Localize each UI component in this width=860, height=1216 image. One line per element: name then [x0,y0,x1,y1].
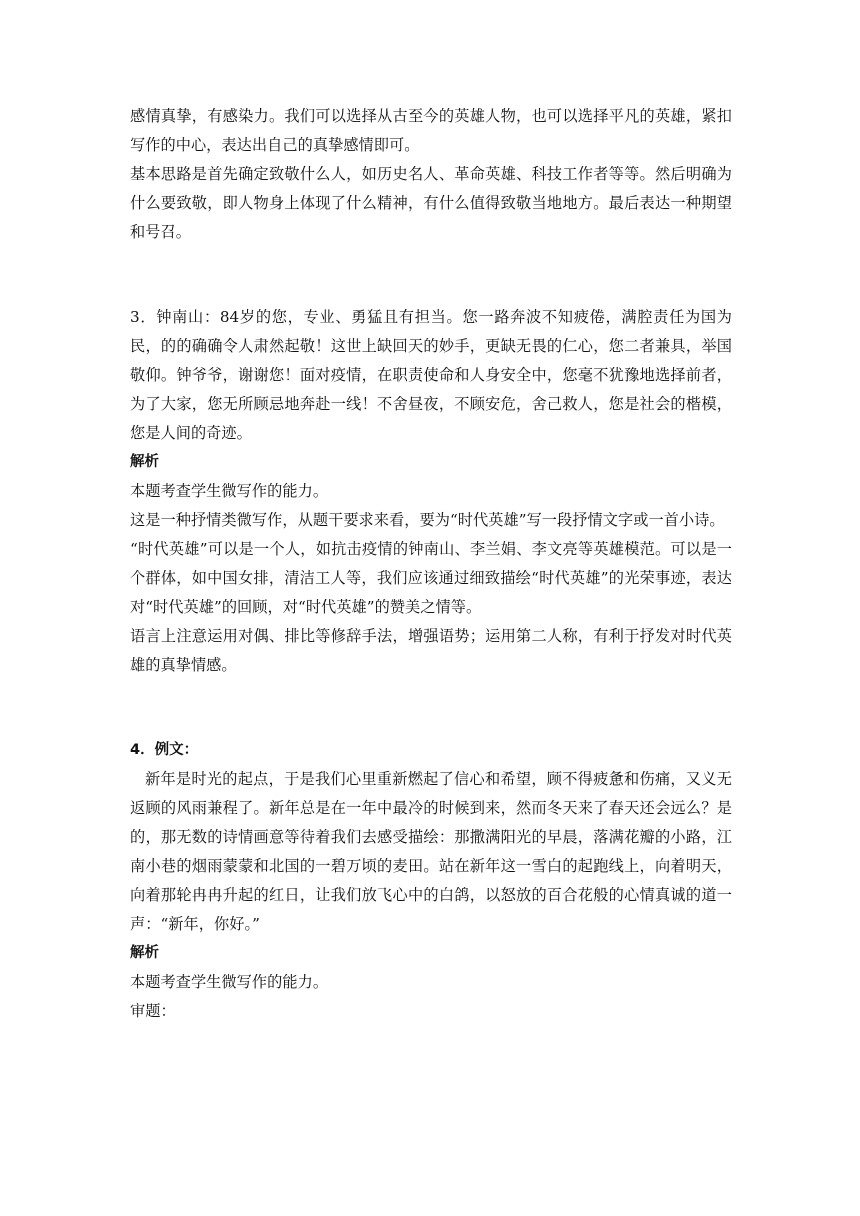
section-4-heading [130,736,732,765]
section-3-answer: 3．钟南山：84岁的您，专业、勇猛且有担当。您一路奔波不知疲倦，满腔责任为国为民，的的确确令人肃然起敬！这世上缺回天的妙手，更缺无畏的仁心，您二者兼具，举国敬仰。钟爷爷，谢谢您！面对疫情，在职责使命和人身安全中，您毫不犹豫地选择前者，为了大家，您无所顾忌地奔赴一线！不舍昼夜，不顾安危，舍己救人，您是社会的楷模，您是人间的奇迹。 [130,308,732,442]
section-4-number: 4． [130,742,155,758]
section-3-analysis-1: 本题考查学生微写作的能力。 [130,482,329,500]
section-4-essay: 新年是时光的起点，于是我们心里重新燃起了信心和希望，顾不得疲惫和伤痛，又义无返顾的风雨兼程了。新年总是在一年中最冷的时候到来，然而冬天来了春天还会远么？是的，那无数的诗情画意等待着我们去感受描绘：那撒满阳光的早晨，落满花瓣的小路，江南小巷的烟雨蒙蒙和北国的一碧万顷的麦田。站在新年这一雪白的起跑线上，向着明天，向着那轮冉冉升起的红日，让我们放飞心中的白鸽，以怒放的百合花般的心情真诚的道一声：“新年，你好。” [130,770,732,933]
section-4-analysis-label: 解析 [130,945,159,961]
section-3-analysis-3: “时代英雄”可以是一个人，如抗击疫情的钟南山、李兰娟、李文亮等英雄模范。可以是一个群体，如中国女排，清洁工人等，我们应该通过细致描绘“时代英雄”的光荣事迹，表达对“时代英雄”的回顾，对“时代英雄”的赞美之情等。 [130,540,732,616]
section-3-analysis-label: 解析 [130,454,159,470]
section-3-analysis-2: 这是一种抒情类微写作，从题干要求来看，要为“时代英雄”写一段抒情文字或一首小诗。 [130,511,725,529]
spacer [130,276,732,303]
section-4-heading-text: 例文： [154,742,199,758]
section-3-analysis-4: 语言上注意运用对偶、排比等修辞手法，增强语势；运用第二人称，有利于抒发对时代英雄的真挚情感。 [130,627,732,674]
spacer [130,247,732,276]
document-page [130,102,732,1026]
section-4-analysis-2: 审题： [130,1002,176,1020]
spacer [130,709,732,736]
section-2-paragraph-1: 感情真挚，有感染力。我们可以选择从古至今的英雄人物，也可以选择平凡的英雄，紧扣写作的中心，表达出自己的真挚感情即可。 [130,107,732,154]
section-2-paragraph-2: 基本思路是首先确定致敬什么人，如历史名人、革命英雄、科技工作者等等。然后明确为什么要致敬，即人物身上体现了什么精神，有什么值得致敬当地地方。最后表达一种期望和号召。 [130,165,732,241]
section-4-analysis-1: 本题考查学生微写作的能力。 [130,973,329,991]
spacer [130,680,732,709]
